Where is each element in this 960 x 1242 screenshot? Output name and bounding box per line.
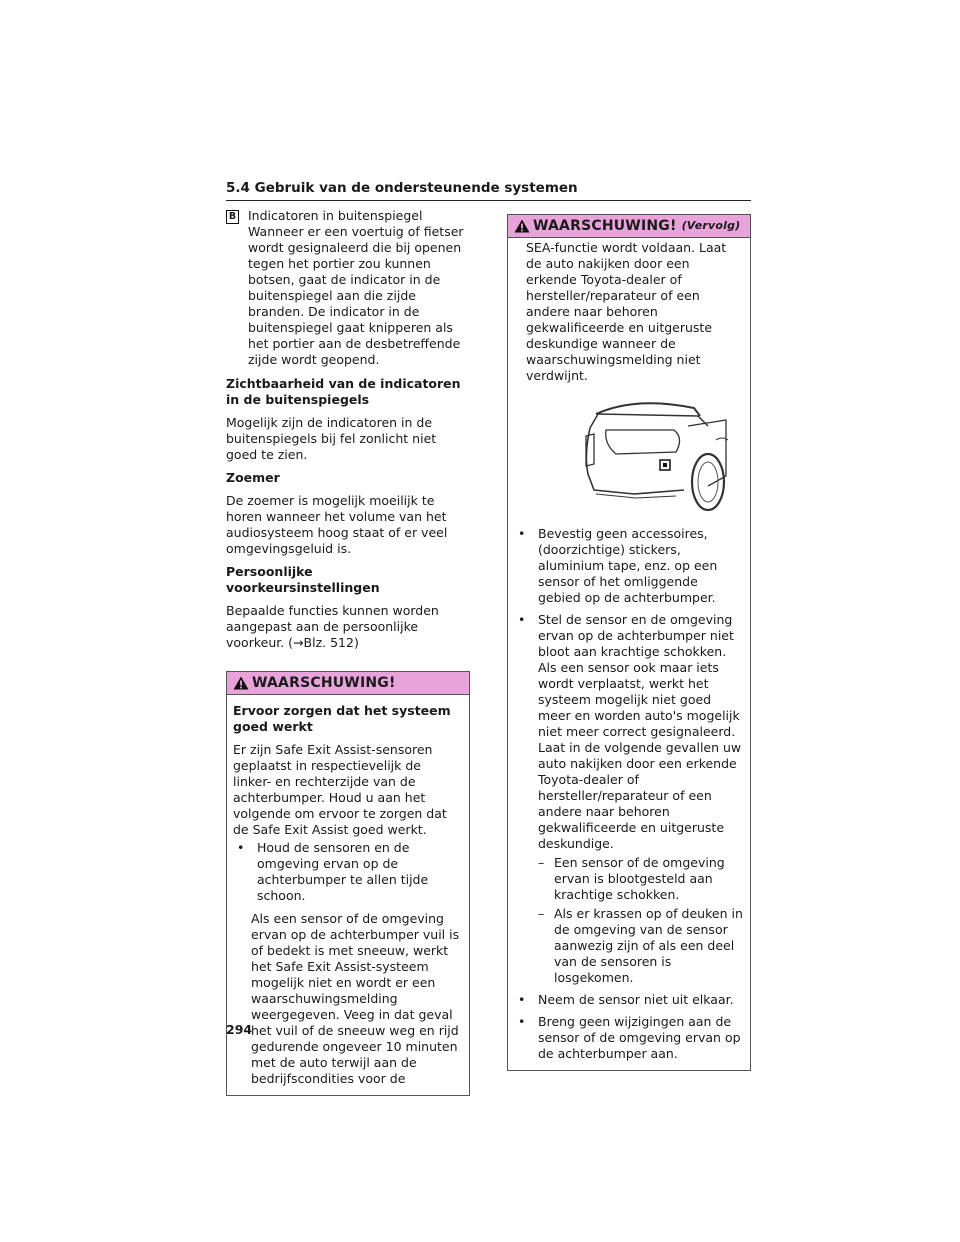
bullet-dot: • <box>518 992 526 1007</box>
bullet-text: Bevestig geen accessoires, (doorzichtige) stickers, aluminium tape, enz. op een sensor of het omliggende gebied op de achterbumper. <box>538 526 718 605</box>
sub-text: Een sensor of de omgeving ervan is blootgesteld aan krachtige schokken. <box>554 855 725 902</box>
warning-box-left <box>226 671 470 1096</box>
right-column <box>507 214 751 1071</box>
bullet-dot: • <box>237 840 245 855</box>
warning-header <box>508 215 750 238</box>
personal-heading: Persoonlijke voorkeursinstellingen <box>226 564 380 595</box>
warning-body <box>227 695 469 1095</box>
car-rear-sensor-illustration <box>576 394 736 514</box>
warning-subheading: Ervoor zorgen dat het systeem goed werkt <box>233 703 451 734</box>
bullet-dot: • <box>518 612 526 627</box>
sub-list-item <box>538 855 744 903</box>
buzzer-heading: Zoemer <box>226 470 280 485</box>
dash: – <box>538 855 545 870</box>
warning-title: WAARSCHUWING! <box>533 218 677 234</box>
badge-b: B <box>226 210 239 224</box>
bullet-dot: • <box>518 1014 526 1029</box>
list-item <box>514 526 744 606</box>
warning-header <box>227 672 469 695</box>
warning-body <box>508 238 750 1070</box>
visibility-heading: Zichtbaarheid van de indicatoren in de buitenspiegels <box>226 376 461 407</box>
warning-icon <box>233 676 249 690</box>
section-header: 5.4 Gebruik van de ondersteunende systemen <box>226 180 751 201</box>
visibility-text: Mogelijk zijn de indicatoren in de buitenspiegels bij fel zonlicht niet goed te zien. <box>226 415 437 462</box>
list-item <box>514 1014 744 1062</box>
warning-box-right <box>507 214 751 1071</box>
list-item <box>514 612 744 986</box>
warning-continuation: SEA-functie wordt voldaan. Laat de auto nakijken door een erkende Toyota-dealer of hersteller/reparateur of een andere naar behoren gekwalificeerde en uitgeruste deskundige wanneer de waarschuwingsmelding niet verdwijnt. <box>526 240 727 383</box>
left-column <box>226 208 470 1096</box>
item-b-text: Wanneer er een voertuig of fietser wordt gesignaleerd die bij openen tegen het portier zou kunnen botsen, gaat de indicator in de buitenspiegel aan die zijde branden. De indicator in de buitenspiegel gaat knipperen als het portier aan de desbetreffende zijde wordt geopend. <box>248 224 464 367</box>
warning-icon <box>514 219 530 233</box>
bullet-text: Houd de sensoren en de omgeving ervan op de achterbumper te allen tijde schoon. <box>257 840 429 903</box>
page-number: 294 <box>226 1022 253 1037</box>
list-item <box>514 992 744 1008</box>
personal-text: Bepaalde functies kunnen worden aangepast aan de persoonlijke voorkeur. (→Blz. 512) <box>226 603 439 650</box>
warning-intro: Er zijn Safe Exit Assist-sensoren geplaatst in respectievelijk de linker- en rechterzijde van de achterbumper. Houd u aan het volgende om ervoor te zorgen dat de Safe Exit Assist goed werkt. <box>233 742 447 837</box>
list-item <box>233 840 463 904</box>
sub-list-item <box>538 906 744 986</box>
bullet-continuation: Als een sensor of de omgeving ervan op de achterbumper vuil is of bedekt is met sneeuw, werkt het Safe Exit Assist-systeem mogelijk niet en wordt er een waarschuwingsmelding weergegeven. Veeg in dat geval het vuil of de sneeuw weg en rijd gedurende ongeveer 10 minuten met de auto terwijl aan de bedrijfscondities voor de <box>251 911 460 1086</box>
dash: – <box>538 906 545 921</box>
sub-text: Als er krassen op of deuken in de omgeving van de sensor aanwezig zijn of als een deel van de sensoren is losgekomen. <box>554 906 743 985</box>
bullet-text: Breng geen wijzigingen aan de sensor of de omgeving ervan op de achterbumper aan. <box>538 1014 741 1061</box>
bullet-dot: • <box>518 526 526 541</box>
continued-label: (Vervolg) <box>681 219 741 232</box>
buzzer-text: De zoemer is mogelijk moeilijk te horen wanneer het volume van het audiosysteem hoog staat of er veel omgevingsgeluid is. <box>226 493 448 556</box>
item-b-title: Indicatoren in buitenspiegel <box>248 208 423 223</box>
warning-title: WAARSCHUWING! <box>252 675 396 691</box>
bullet-text: Neem de sensor niet uit elkaar. <box>538 992 734 1007</box>
bullet-text: Stel de sensor en de omgeving ervan op de achterbumper niet bloot aan krachtige schokken. Als een sensor ook maar iets wordt verplaatst, werkt het systeem mogelijk niet goed meer en worden auto's mogelijk niet meer correct gesignaleerd. Laat in de volgende gevallen uw auto nakijken door een erkende Toyota-dealer of hersteller/reparateur of een andere naar behoren gekwalificeerde en uitgeruste deskundige. <box>538 612 742 851</box>
item-b <box>226 208 470 368</box>
